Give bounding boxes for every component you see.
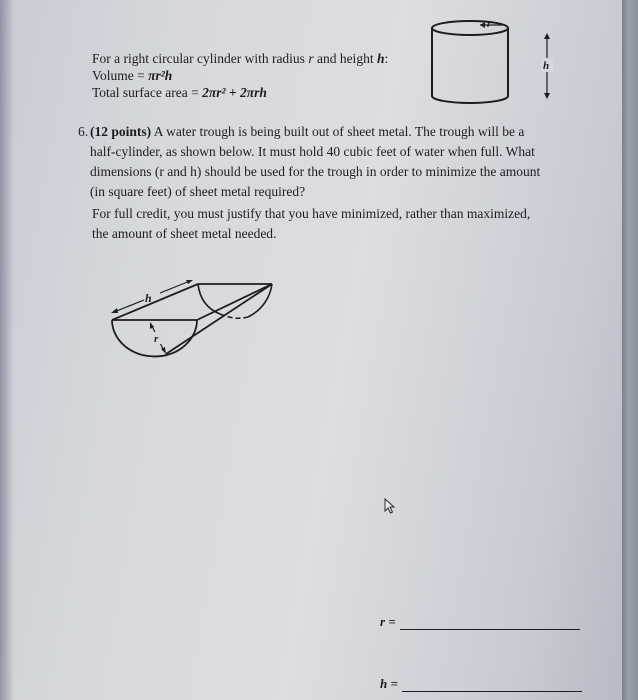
full-credit-instructions xyxy=(92,204,578,244)
mouse-pointer-icon xyxy=(384,498,398,516)
problem-number: 6. xyxy=(78,124,89,139)
problem-line-2: half-cylinder, as shown below. It must hold 40 cubic feet of water when full. What xyxy=(90,144,535,159)
svg-text:h: h xyxy=(145,291,152,305)
problem-points: (12 points) xyxy=(90,124,152,139)
answer-h-field[interactable] xyxy=(402,679,582,692)
svg-text:r: r xyxy=(154,333,159,345)
answer-r-field[interactable] xyxy=(400,617,580,630)
cylinder-formulas xyxy=(92,50,388,101)
var-h: h xyxy=(376,51,385,66)
var-r: r xyxy=(308,51,314,66)
cylinder-diagram xyxy=(418,14,558,110)
problem-line-1: 6. (12 points) A water trough is being built out of sheet metal. The trough will be a xyxy=(90,122,576,142)
answer-h-label: h = xyxy=(380,676,398,691)
svg-text:r: r xyxy=(487,19,491,30)
svg-text:h: h xyxy=(543,60,550,72)
problem-line-3: dimensions (r and h) should be used for the trough in order to minimize the amount xyxy=(90,164,541,179)
answer-r xyxy=(380,614,580,630)
instructions-line-1: For full credit, you must justify that you have minimized, rather than maximized, xyxy=(92,206,531,221)
problem-6 xyxy=(78,122,576,202)
problem-line-4: (in square feet) of sheet metal required? xyxy=(90,184,306,199)
half-cylinder-trough-diagram xyxy=(100,272,285,392)
volume-formula: Volume = πr²h xyxy=(92,68,173,83)
instructions-line-2: the amount of sheet metal needed. xyxy=(92,226,277,241)
answer-h xyxy=(380,676,582,692)
page-left-shadow xyxy=(0,0,14,700)
page-right-edge xyxy=(622,0,638,700)
surface-area-formula: Total surface area = 2πr² + 2πrh xyxy=(92,85,267,100)
answer-r-label: r = xyxy=(380,614,396,629)
formula-intro: For a right circular cylinder with radius r and height h: xyxy=(92,51,389,66)
